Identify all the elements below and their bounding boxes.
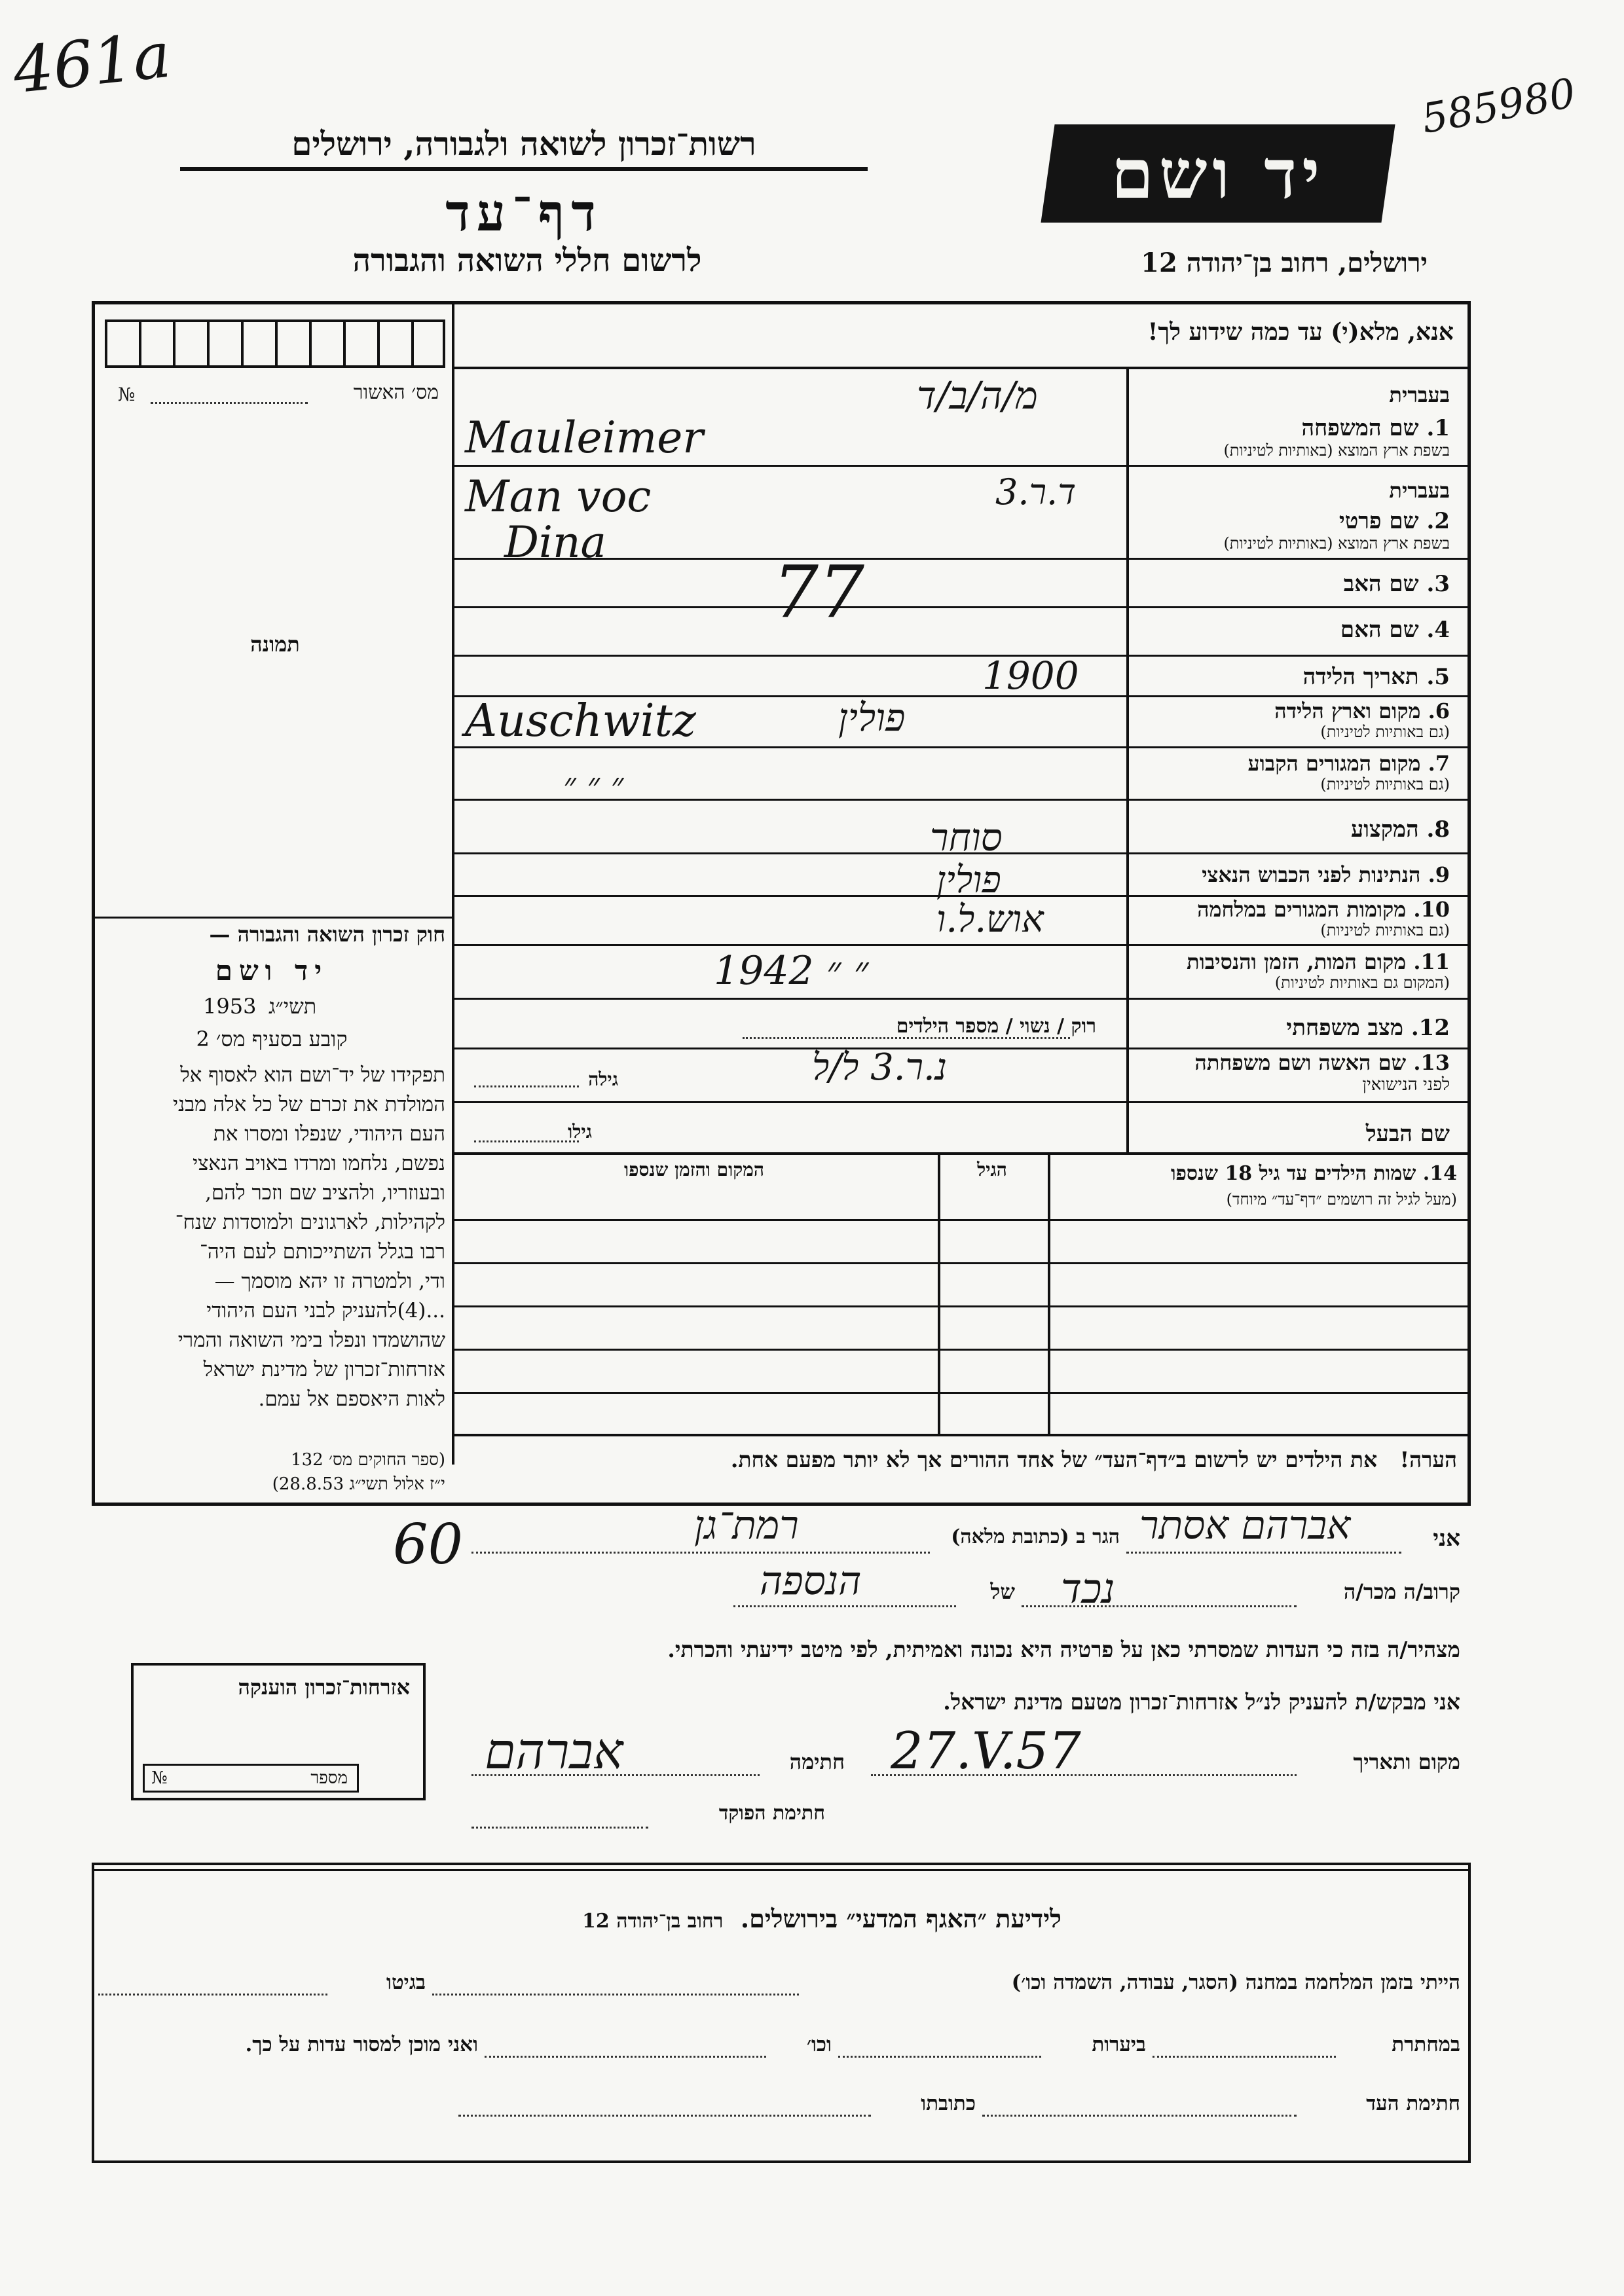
field-11-num: 11. xyxy=(1413,949,1450,974)
hand-occupation: סוחר xyxy=(930,815,1003,860)
field-10-label xyxy=(1197,897,1450,922)
children-num: 14. xyxy=(1422,1162,1457,1185)
footer-title-text: לידיעת ״האגף המדעי״ בירושלים. xyxy=(740,1904,1061,1933)
wife-age-field[interactable] xyxy=(474,1085,579,1087)
field-4-label xyxy=(1340,617,1450,643)
field-7-sub: (גם באותיות לטיניות) xyxy=(1320,775,1450,793)
field-7-label xyxy=(1247,751,1450,776)
law-line: המולדת את זכרם של כל אלה מבני xyxy=(172,1093,445,1116)
decl-of-field[interactable] xyxy=(733,1605,956,1607)
approval-label: מס׳ האשור xyxy=(353,381,439,404)
footer-rule-2 xyxy=(92,1869,1471,1871)
in-hebrew-label: בעברית xyxy=(1389,382,1450,407)
note-label: הערה! xyxy=(1399,1447,1457,1472)
row-rule xyxy=(454,944,1469,946)
law-line: לקהילות, לארגונים ולמוסדות שנח־ xyxy=(175,1211,445,1234)
children-row-rule xyxy=(454,1392,1469,1394)
decl-i-am: אני xyxy=(1433,1525,1460,1552)
field-2-num: 2. xyxy=(1426,508,1450,534)
husband-age-field[interactable] xyxy=(474,1140,579,1142)
row-rule xyxy=(454,558,1469,560)
decl-resides: הגר ב (כתובת מלאה) xyxy=(951,1525,1120,1548)
corner-note-right: 585980 xyxy=(1418,69,1579,143)
law-section: קובע בסעיף מס׳ 2 xyxy=(196,1027,348,1051)
form-title: דף־עד xyxy=(445,183,602,243)
corner-note-left: 461a xyxy=(9,18,174,108)
row-rule xyxy=(454,606,1469,608)
instruction: אנא, מלא(י) עד כמה שידוע לך! xyxy=(1147,318,1454,346)
hand-family-latin: Mauleimer xyxy=(465,412,703,463)
law-ref-1: (ספר החוקים מס׳ 132 xyxy=(291,1450,445,1470)
hand-birth-date: 1900 xyxy=(982,653,1079,698)
field-6-num: 6. xyxy=(1428,699,1450,723)
footer-forest-label: ביערות xyxy=(1092,2033,1146,2056)
footer-etc-field[interactable] xyxy=(485,2056,766,2058)
hand-given-he: ד.ר.3 xyxy=(995,471,1077,513)
decl-hand-date: 27.V.57 xyxy=(891,1722,1081,1781)
children-row-rule xyxy=(454,1349,1469,1351)
footer-forest-field[interactable] xyxy=(838,2056,1041,2058)
decl-of: של xyxy=(990,1579,1015,1604)
decl-officer-field[interactable] xyxy=(471,1827,648,1829)
hand-father: Dina xyxy=(504,517,606,568)
children-top-rule xyxy=(454,1152,1469,1155)
footer-ghetto-field[interactable] xyxy=(98,1994,327,1995)
field-1-name: שם המשפחה xyxy=(1301,415,1419,441)
citizenship-no-sign: № xyxy=(151,1768,168,1788)
field-7-num: 7. xyxy=(1428,751,1450,776)
approval-field[interactable] xyxy=(151,402,308,404)
children-row-rule xyxy=(454,1219,1469,1221)
field-10-num: 10. xyxy=(1413,897,1450,922)
field-9-label xyxy=(1202,862,1450,887)
law-line: ...(4)להעניק לבני העם היהודי xyxy=(206,1299,445,1322)
left-col-divider xyxy=(452,302,454,1465)
children-title: שמות הילדים עד גיל 18 שנספו xyxy=(1170,1162,1416,1185)
row-rule xyxy=(454,998,1469,1000)
hand-birth-place: Auschwitz xyxy=(465,695,696,747)
footer-address: רחוב בן־יהודה 12 xyxy=(582,1910,724,1933)
hand-wife: נ.ר.3 ל/ל xyxy=(812,1046,948,1089)
citizenship-number-label: מספר xyxy=(310,1768,348,1788)
law-name: יד ושם xyxy=(215,955,329,987)
field-2-sub: בשפת ארץ המוצא (באותיות לטיניות) xyxy=(1223,534,1450,553)
field-3-name: שם האב xyxy=(1343,571,1419,597)
law-line: לאות היאספם אל עמם. xyxy=(258,1387,445,1411)
field-9-name: הנתינות לפני הכבוש הנאצי xyxy=(1202,862,1421,887)
field-3-num: 3. xyxy=(1426,571,1450,597)
law-year: 1953 xyxy=(203,994,257,1019)
field-5-num: 5. xyxy=(1426,664,1450,690)
field-8-num: 8. xyxy=(1426,816,1450,843)
marital-options: רוק / נשוי / מספר הילדים xyxy=(896,1015,1096,1038)
field-12-num: 12. xyxy=(1411,1015,1450,1041)
field-2-label xyxy=(1339,508,1450,534)
row-rule xyxy=(454,465,1469,467)
field-2-name: שם פרטי xyxy=(1338,508,1419,534)
husband-label: שם הבעל xyxy=(1365,1121,1450,1147)
field-6-name: מקום וארץ הלידה xyxy=(1274,699,1421,723)
field-11-name: מקום המות, הזמן והנסיבות xyxy=(1187,949,1407,974)
law-line: העם היהודי, שנפלו ומסרו את xyxy=(213,1122,445,1146)
husband-age-label: גילו xyxy=(568,1121,592,1142)
footer-address-label: כתובתו xyxy=(921,2092,976,2115)
citizenship-number-box xyxy=(143,1764,359,1793)
footer-camp-field[interactable] xyxy=(432,1994,799,1995)
tick-boxes xyxy=(105,319,445,368)
footer-etc-label: וכו׳ xyxy=(806,2033,832,2056)
children-label xyxy=(1054,1162,1457,1185)
field-7-name: מקום המגורים הקבוע xyxy=(1247,751,1421,776)
hand-death: 1942 ״ ״ xyxy=(714,948,869,994)
law-title: חוק זכרון השואה והגבורה — xyxy=(209,922,445,947)
logo-text: יד ושם xyxy=(1111,133,1325,214)
org-name: רשות־זכרון לשואה ולגבורה, ירושלים xyxy=(180,124,868,171)
hand-given-latin: Man voc xyxy=(465,471,652,522)
decl-request: אני מבקש/ת להעניק לנ״ל אזרחות־זכרון מטעם מדינת ישראל. xyxy=(943,1689,1460,1715)
decl-hand-address: רמת־גן xyxy=(694,1503,799,1548)
law-body xyxy=(98,1061,445,1414)
children-col-age: הגיל xyxy=(977,1159,1007,1180)
law-line: נפשם, נלחמו ומרדו באויב הנאצי xyxy=(193,1152,445,1175)
instruction-rule xyxy=(452,367,1470,369)
field-3-label xyxy=(1344,571,1450,597)
header-address: ירושלים, רחוב בן־יהודה 12 xyxy=(1141,247,1428,278)
marital-field[interactable] xyxy=(743,1037,1070,1039)
decl-officer-sig: חתימת הפוקד xyxy=(718,1802,825,1825)
field-6-sub: (גם באותיות לטיניות) xyxy=(1320,723,1450,741)
row-rule xyxy=(454,1048,1469,1049)
decl-hand-signature: אברהם xyxy=(485,1722,623,1780)
footer-left-rule xyxy=(92,1863,94,2162)
footer-ghetto-label: בגיטו xyxy=(386,1971,426,1994)
hand-family-he: מ/ה/ב/ד xyxy=(917,373,1038,418)
children-col-place: המקום והזמן שנספו xyxy=(624,1159,764,1180)
footer-camp-label: הייתי בזמן המלחמה במחנה (הסגר, עבודה, השמדה וכו׳) xyxy=(1011,1971,1460,1994)
label-col-divider xyxy=(1126,368,1129,1154)
decl-hand-of: הנספה xyxy=(760,1558,862,1604)
field-13-sub: לפני הנישואין xyxy=(1362,1075,1450,1095)
hand-residence: ״ ״ ״ xyxy=(563,766,624,805)
law-line: שהושמדו ונפלו בימי השואה והמרי xyxy=(177,1328,445,1352)
decl-name-field[interactable] xyxy=(1126,1552,1401,1554)
field-11-label xyxy=(1187,949,1450,974)
decl-statement: מצהיר/ה בזה כי העדות שמסרתי כאן על פרטיה היא נכונה ואמיתית, לפי מיטב ידיעתי והכרתי. xyxy=(667,1637,1460,1662)
citizenship-box xyxy=(131,1663,426,1800)
field-9-num: 9. xyxy=(1428,862,1450,887)
field-8-label xyxy=(1351,816,1450,843)
decl-address-field[interactable] xyxy=(471,1552,930,1554)
hand-war-residence: אוש.ל.ו xyxy=(936,898,1044,941)
logo xyxy=(1041,124,1395,223)
decl-hand-age: 60 xyxy=(393,1512,463,1576)
children-sub: (מעל לגיל זה רושמים ״דף־עד״ מיוחד) xyxy=(1226,1190,1457,1209)
footer-underground-field[interactable] xyxy=(1153,2056,1336,2058)
field-1-num: 1. xyxy=(1426,415,1450,441)
in-hebrew-label-2: בעברית xyxy=(1389,478,1450,503)
footer-title xyxy=(458,1904,1185,1934)
field-4-name: שם האם xyxy=(1340,617,1419,643)
children-row-rule xyxy=(454,1305,1469,1307)
field-13-name: שם האשה ושם משפחתה xyxy=(1194,1050,1407,1075)
law-line: ודי, ולמטרה זו יהא מוסמך — xyxy=(214,1269,445,1293)
children-row-rule xyxy=(454,1262,1469,1264)
footer-witness-sig-label: חתימת העד xyxy=(1366,2092,1460,2115)
hand-mother: 77 xyxy=(773,550,864,634)
approval-no: № xyxy=(118,384,136,405)
decl-hand-name: אברהם אסתר xyxy=(1139,1503,1351,1548)
field-6-label xyxy=(1274,699,1450,723)
hand-citizenship: פולין xyxy=(936,859,1001,902)
field-5-label xyxy=(1303,664,1450,690)
hand-birth-place-he: פולין xyxy=(838,695,906,740)
form-subtitle: לרשום חללי השואה והגבורה xyxy=(352,242,702,279)
decl-hand-relation: נכד xyxy=(1061,1565,1115,1613)
law-year-he: תשי״ג xyxy=(268,994,317,1019)
law-top-rule xyxy=(92,917,452,919)
field-12-label xyxy=(1286,1015,1450,1041)
children-bottom-rule xyxy=(454,1434,1469,1436)
footer-rule-1 xyxy=(92,1863,1471,1865)
note xyxy=(458,1447,1457,1473)
law-line: רבו בגלל השתייכותם לעם היה־ xyxy=(199,1240,445,1264)
decl-signature: חתימה xyxy=(789,1749,845,1774)
footer-witness-sig-field[interactable] xyxy=(982,2115,1297,2117)
decl-place-date: מקום ותאריך xyxy=(1353,1749,1460,1774)
citizenship-title: אזרחות־זכרון הוענקה xyxy=(238,1675,410,1700)
law-ref-2: י״ז אלול תשי״ג 28.8.53) xyxy=(272,1474,445,1494)
note-text: את הילדים יש לרשום ב״דף־העד״ של אחד ההורים אך לא יותר מפעם אחת. xyxy=(730,1447,1378,1472)
field-10-name: מקומות המגורים במלחמה xyxy=(1197,897,1407,922)
footer-address-field[interactable] xyxy=(458,2115,871,2117)
row-rule xyxy=(454,1101,1469,1103)
field-10-sub: (גם באותיות לטיניות) xyxy=(1320,921,1450,939)
law-line: אזרחות־זכרון של מדינת ישראל xyxy=(203,1358,445,1381)
row-rule xyxy=(454,655,1469,657)
footer-bottom-rule xyxy=(92,2160,1471,2163)
field-1-sub: בשפת ארץ המוצא (באותיות לטיניות) xyxy=(1223,441,1450,460)
field-5-name: תאריך הלידה xyxy=(1302,664,1419,690)
decl-relative: קרוב/ה מכר/ה xyxy=(1343,1579,1460,1604)
field-8-name: המקצוע xyxy=(1350,816,1419,843)
photo-label: תמונה xyxy=(250,632,300,657)
law-line: ובעוזריו, ולהציב שם וזכר להם, xyxy=(205,1181,445,1205)
law-line: תפקידו של יד־ושם הוא לאסוף אל xyxy=(180,1063,445,1087)
field-13-num: 13. xyxy=(1413,1050,1450,1075)
footer-underground-label: במחתרת xyxy=(1392,2033,1460,2056)
field-1-label xyxy=(1302,415,1450,441)
footer-right-rule xyxy=(1468,1863,1471,2162)
field-4-num: 4. xyxy=(1426,617,1450,643)
footer-testify-label: ואני מוכן למסור עדות על כך. xyxy=(245,2033,478,2056)
field-13-label xyxy=(1194,1050,1450,1075)
field-12-name: מצב משפחתי xyxy=(1286,1015,1403,1041)
field-11-sub: (המקום גם באותיות לטיניות) xyxy=(1274,974,1450,992)
wife-age-label: גילה xyxy=(588,1068,618,1090)
